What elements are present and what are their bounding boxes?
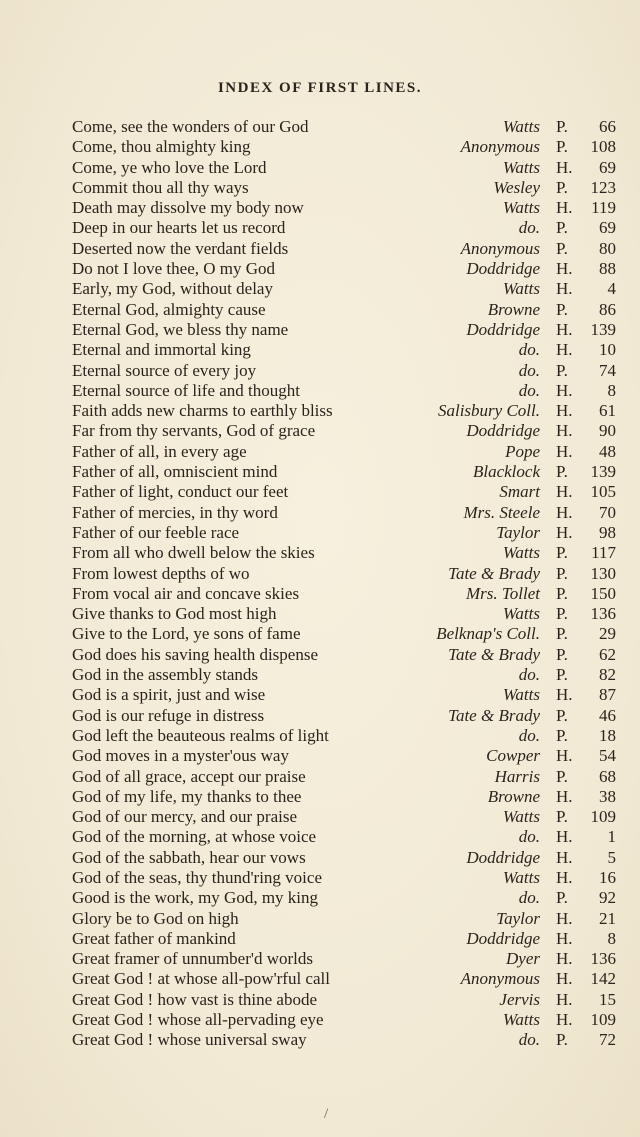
hymn-part: P. [556,177,568,197]
author-name: Salisbury Coll. [437,401,540,421]
hymn-part: P. [556,644,568,664]
index-entry [0,969,640,989]
hymn-number: 18 [599,725,616,745]
hymn-number: 139 [590,319,616,339]
footer-mark: / [324,1106,329,1122]
hymn-part: P. [556,218,568,238]
first-line-text: Father of our feeble race [72,522,240,542]
index-entry [0,665,640,685]
first-line-text: Great framer of unnumber'd worlds [72,949,313,969]
index-entry [0,523,640,543]
author-name: Tate & Brady [448,644,540,664]
index-entry [0,1030,640,1050]
hymn-part: H. [556,279,573,299]
hymn-number: 61 [599,401,616,421]
index-entry [0,909,640,929]
hymn-number: 4 [607,279,616,299]
hymn-part: P. [556,543,568,563]
index-entry [0,604,640,624]
index-entry [0,584,640,604]
hymn-part: H. [556,441,573,461]
hymn-part: H. [556,1010,573,1030]
author-name: Mrs. Tollet [465,583,540,603]
hymn-number: 66 [599,117,616,136]
first-line-text: From lowest depths of wo [72,563,250,583]
hymn-part: H. [556,949,573,969]
hymn-part: H. [556,969,573,989]
index-entry [0,949,640,969]
hymn-number: 119 [591,198,616,218]
author-name: Wesley [493,177,540,197]
first-line-text: Good is the work, my God, my king [72,888,319,908]
author-name: do. [518,665,540,685]
index-entry [0,746,640,766]
hymn-part: H. [556,867,573,887]
first-line-text: God is a spirit, just and wise [72,685,266,705]
hymn-number: 80 [599,238,616,258]
author-name: Anonymous [460,969,540,989]
author-name: Tate & Brady [448,705,540,725]
index-entry [0,462,640,482]
author-name: Watts [502,198,540,218]
index-entry [0,279,640,299]
hymn-part: P. [556,238,568,258]
first-line-text: Early, my God, without delay [72,279,273,299]
first-line-text: Father of all, in every age [72,441,247,461]
hymn-number: 108 [590,137,616,157]
first-line-text: Deep in our hearts let us record [72,218,286,238]
hymn-number: 21 [599,908,616,928]
hymn-number: 130 [590,563,616,583]
hymn-part: H. [556,928,573,948]
first-line-text: Eternal God, we bless thy name [72,319,289,339]
first-line-text: God moves in a myster'ous way [72,746,289,766]
first-line-text: God of the morning, at whose voice [72,827,317,847]
author-name: Anonymous [460,238,540,258]
hymn-part: H. [556,401,573,421]
index-entry [0,685,640,705]
hymn-number: 98 [599,522,616,542]
author-name: Watts [502,685,540,705]
index-entry [0,239,640,259]
author-name: Doddridge [466,928,540,948]
hymn-part: P. [556,766,568,786]
first-line-text: God does his saving health dispense [72,644,318,664]
hymn-part: P. [556,137,568,157]
author-name: Watts [502,117,540,136]
author-name: do. [518,827,540,847]
first-line-text: Father of light, conduct our feet [72,482,289,502]
author-name: Watts [502,604,540,624]
author-name: Dyer [506,949,540,969]
hymn-part: H. [556,482,573,502]
first-line-text: God in the assembly stands [72,665,259,685]
index-entry [0,888,640,908]
index-entry [0,645,640,665]
hymn-part: H. [556,746,573,766]
author-name: do. [518,1030,540,1050]
hymn-number: 82 [599,665,616,685]
hymn-part: H. [556,380,573,400]
hymn-number: 10 [599,340,616,360]
author-name: do. [518,380,540,400]
first-line-text: God of my life, my thanks to thee [72,786,302,806]
hymn-number: 87 [599,685,616,705]
hymn-number: 68 [599,766,616,786]
author-name: Watts [502,543,540,563]
index-entry [0,401,640,421]
hymn-number: 72 [599,1030,616,1050]
hymn-number: 92 [599,888,616,908]
author-name: Taylor [496,908,540,928]
first-line-text: Come, thou almighty king [72,137,251,157]
index-entry [0,320,640,340]
author-name: Taylor [496,522,540,542]
first-line-text: Great God ! at whose all-pow'rful call [72,969,330,989]
author-name: Cowper [486,746,540,766]
hymn-number: 74 [599,360,616,380]
index-entry [0,1010,640,1030]
hymn-part: P. [556,665,568,685]
index-entry [0,381,640,401]
hymn-number: 16 [599,867,616,887]
first-line-text: Father of mercies, in thy word [72,502,278,522]
first-line-text: Great God ! whose universal sway [72,1030,307,1050]
index-entry [0,482,640,502]
author-name: Anonymous [460,137,540,157]
first-line-text: From vocal air and concave skies [72,583,300,603]
index-entry [0,868,640,888]
hymn-part: H. [556,198,573,218]
author-name: do. [518,888,540,908]
author-name: Doddridge [466,847,540,867]
author-name: Doddridge [466,259,540,279]
hymn-number: 54 [599,746,616,766]
index-entry [0,198,640,218]
first-line-text: Give to the Lord, ye sons of fame [72,624,301,644]
first-line-text: Great God ! how vast is thine abode [72,989,318,1009]
hymn-part: P. [556,888,568,908]
author-name: Browne [487,786,540,806]
index-entry [0,442,640,462]
index-entry [0,807,640,827]
index-entry [0,503,640,523]
hymn-number: 62 [599,644,616,664]
hymn-number: 1 [607,827,616,847]
hymn-number: 123 [590,177,616,197]
hymn-part: H. [556,827,573,847]
first-line-text: Faith adds new charms to earthly bliss [72,401,333,421]
hymn-number: 150 [590,583,616,603]
author-name: Watts [502,807,540,827]
hymn-part: H. [556,908,573,928]
hymn-number: 69 [599,157,616,177]
hymn-part: P. [556,604,568,624]
hymn-number: 90 [599,421,616,441]
hymn-number: 86 [599,299,616,319]
index-entry [0,767,640,787]
author-name: Blacklock [472,462,540,482]
first-line-text: Commit thou all thy ways [72,177,249,197]
index-entry [0,929,640,949]
first-line-text: God of our mercy, and our praise [72,807,298,827]
author-name: do. [518,360,540,380]
first-line-text: God of all grace, accept our praise [72,766,306,786]
hymn-number: 105 [590,482,616,502]
first-line-text: From all who dwell below the skies [72,543,315,563]
index-entry [0,178,640,198]
first-line-text: Far from thy servants, God of grace [72,421,316,441]
hymn-part: P. [556,299,568,319]
hymn-number: 46 [599,705,616,725]
hymn-number: 69 [599,218,616,238]
hymn-number: 48 [599,441,616,461]
author-name: Pope [505,441,540,461]
index-entry [0,564,640,584]
author-name: Watts [502,279,540,299]
hymn-number: 8 [607,380,616,400]
index-entry [0,990,640,1010]
hymn-number: 142 [590,969,616,989]
index-entry [0,706,640,726]
first-line-text: God of the sabbath, hear our vows [72,847,306,867]
author-name: Watts [502,867,540,887]
hymn-part: H. [556,259,573,279]
hymn-part: H. [556,340,573,360]
hymn-part: P. [556,725,568,745]
index-entry [0,543,640,563]
hymn-part: P. [556,705,568,725]
hymn-part: P. [556,1030,568,1050]
hymn-number: 15 [599,989,616,1009]
hymn-part: H. [556,421,573,441]
hymn-number: 139 [590,462,616,482]
index-entry [0,259,640,279]
index-entry [0,827,640,847]
author-name: Belknap's Coll. [436,624,540,644]
author-name: Mrs. Steele [463,502,540,522]
author-name: do. [518,340,540,360]
first-line-text: Eternal God, almighty cause [72,299,266,319]
hymn-number: 109 [590,1010,616,1030]
hymn-number: 117 [591,543,616,563]
first-line-text: God of the seas, thy thund'ring voice [72,867,322,887]
hymn-part: H. [556,685,573,705]
first-line-text: Do not I love thee, O my God [72,259,276,279]
first-line-text: Great father of mankind [72,928,236,948]
first-line-text: Deserted now the verdant fields [72,238,289,258]
index-entry [0,158,640,178]
hymn-number: 29 [599,624,616,644]
hymn-part: H. [556,502,573,522]
first-line-text: Eternal and immortal king [72,340,251,360]
author-name: Watts [502,157,540,177]
first-line-text: Come, ye who love the Lord [72,157,267,177]
first-line-text: God is our refuge in distress [72,705,265,725]
hymn-part: P. [556,462,568,482]
author-name: Smart [499,482,540,502]
index-entry [0,340,640,360]
hymn-part: H. [556,847,573,867]
author-name: Harris [494,766,540,786]
author-name: do. [518,725,540,745]
hymn-part: P. [556,360,568,380]
author-name: Doddridge [466,319,540,339]
hymn-number: 136 [590,604,616,624]
hymn-number: 38 [599,786,616,806]
first-line-text: Great God ! whose all-pervading eye [72,1010,324,1030]
author-name: Watts [502,1010,540,1030]
first-line-text: Give thanks to God most high [72,604,277,624]
page-heading: INDEX OF FIRST LINES. [217,80,423,96]
first-line-text: Come, see the wonders of our God [72,117,309,136]
author-name: do. [518,218,540,238]
hymn-part: P. [556,117,568,136]
hymn-part: P. [556,807,568,827]
hymn-part: H. [556,319,573,339]
index-entry [0,218,640,238]
index-entry [0,726,640,746]
index-entry [0,117,640,137]
author-name: Browne [487,299,540,319]
hymn-part: H. [556,989,573,1009]
first-line-text: Glory be to God on high [72,908,239,928]
index-entry [0,787,640,807]
index-entry [0,421,640,441]
hymn-number: 109 [590,807,616,827]
hymn-part: H. [556,157,573,177]
hymn-part: P. [556,624,568,644]
hymn-part: P. [556,583,568,603]
hymn-number: 136 [590,949,616,969]
author-name: Tate & Brady [448,563,540,583]
index-entry [0,137,640,157]
first-line-text: Eternal source of every joy [72,360,257,380]
hymn-part: P. [556,563,568,583]
hymn-part: H. [556,522,573,542]
author-name: Jervis [499,989,540,1009]
hymn-part: H. [556,786,573,806]
index-entry [0,361,640,381]
first-line-text: God left the beauteous realms of light [72,725,329,745]
index-of-first-lines [0,117,640,1051]
author-name: Doddridge [466,421,540,441]
hymn-number: 70 [599,502,616,522]
first-line-text: Father of all, omniscient mind [72,462,278,482]
first-line-text: Death may dissolve my body now [72,198,304,218]
hymn-number: 5 [607,847,616,867]
index-entry [0,624,640,644]
hymn-number: 8 [607,928,616,948]
first-line-text: Eternal source of life and thought [72,380,301,400]
index-entry [0,848,640,868]
hymn-number: 88 [599,259,616,279]
index-entry [0,300,640,320]
